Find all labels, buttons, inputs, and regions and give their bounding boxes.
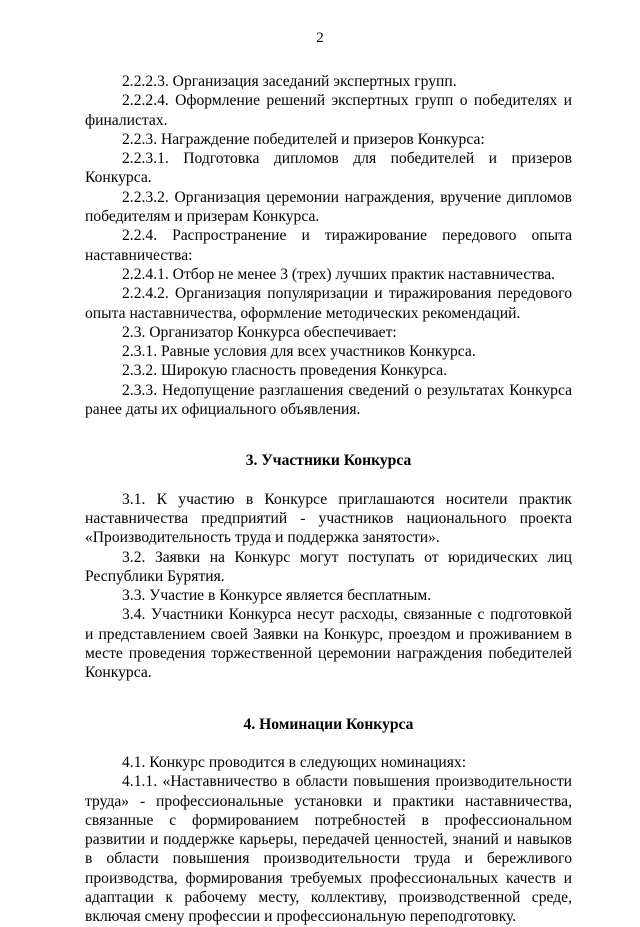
section-3-heading: 3. Участники Конкурса [245,452,412,470]
clause-2-3: 2.3. Организатор Конкурса обеспечивает: [122,323,397,341]
clause-3-2: 3.2. Заявки на Конкурс могут поступать от юридических лиц Республики Бурятия. [85,548,572,585]
document-body [85,72,572,927]
clause-2-2-2-4: 2.2.2.4. Оформление решений экспертных групп о победителях и финалистах. [85,92,572,129]
clause-2-3-1: 2.3.1. Равные условия для всех участников Конкурса. [122,343,476,361]
clause-4-1-1: 4.1.1. «Наставничество в области повышения производительности труда» - профессиональные установки и практики наставничества, связанные с формированием потребностей в профессиональном развитии и поддержке карьеры, передачей ценностей, знаний и навыков в области повышения производительности труда и бережливого производства, формирования требуемых профессиональных качеств и адаптации к рабочему месту, коллективу, производственной среде, включая смену профессии и профессиональную переподготовку. [85,773,572,926]
clause-3-1: 3.1. К участию в Конкурсе приглашаются носители практик наставничества предприятий - участников национального проекта «Производительность труда и поддержка занятости». [85,490,572,547]
section-4-body [85,753,572,927]
clause-3-3: 3.3. Участие в Конкурсе является бесплатным. [122,587,432,605]
clause-2-2-4-2: 2.2.4.2. Организация популяризации и тиражирования передового опыта наставничества, оформление методических рекомендаций. [85,285,572,322]
clause-4-1: 4.1. Конкурс проводится в следующих номинациях: [122,753,467,771]
clause-2-3-3: 2.3.3. Недопущение разглашения сведений о результатах Конкурса ранее даты их официального объявления. [85,381,572,419]
clause-2-2-3-1: 2.2.3.1. Подготовка дипломов для победителей и призеров Конкурса. [85,150,572,187]
clause-2-2-3: 2.2.3. Награждение победителей и призеров Конкурса: [122,130,485,148]
clause-2-2-3-2: 2.2.3.2. Организация церемонии награждения, вручение дипломов победителям и призерам Конкурса. [85,188,572,226]
clause-2-2-2-3: 2.2.2.3. Организация заседаний экспертных групп. [122,73,457,90]
clause-2-3-2: 2.3.2. Широкую гласность проведения Конкурса. [122,362,448,380]
clause-2-2-4-1: 2.2.4.1. Отбор не менее 3 (трех) лучших практик наставничества. [122,265,556,283]
section-3-body [85,490,572,683]
clause-2-2-4: 2.2.4. Распространение и тиражирование передового опыта наставничества: [85,227,572,264]
clause-3-4: 3.4. Участники Конкурса несут расходы, связанные с подготовкой и представлением своей Заявки на Конкурс, проездом и проживанием в месте проведения торжественной церемонии награждения победителей Конкурса. [85,606,572,682]
section-4-heading: 4. Номинации Конкурса [243,715,414,733]
page-number: 2 [316,30,324,46]
section-2-continuation [85,72,572,419]
